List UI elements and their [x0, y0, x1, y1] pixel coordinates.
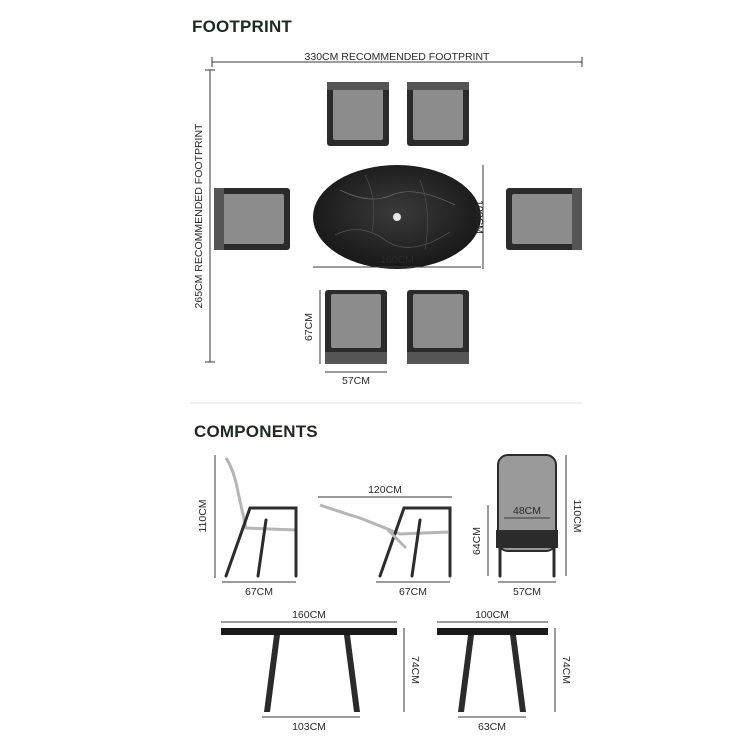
chair-reclined-depth-label: 67CM [398, 586, 428, 598]
chair-width-label: 57CM [341, 375, 371, 387]
chair-top-right [407, 82, 469, 146]
table-side-length-label: 160CM [292, 609, 326, 621]
chair-upright-height-label: 110CM [197, 499, 209, 533]
table-width-label: 100CM [473, 200, 485, 234]
chair-top-left [327, 82, 389, 146]
chair-depth-dimension [303, 290, 320, 364]
chair-upright-side-view [197, 455, 296, 598]
table-end-width-label: 100CM [475, 609, 509, 621]
chair-width-dimension [325, 372, 387, 387]
table-side-view [221, 609, 421, 733]
footprint-depth-dimension [193, 70, 215, 362]
table-length-label: 160CM [380, 254, 414, 266]
chair-depth-label: 67CM [303, 312, 315, 342]
chair-bottom-right [407, 290, 469, 364]
chair-front-seat-height-label: 64CM [471, 526, 483, 556]
table-side-base-label: 103CM [292, 721, 326, 733]
footprint-width-label: 330CM RECOMMENDED FOOTPRINT [304, 51, 490, 63]
components-heading: COMPONENTS [194, 422, 318, 441]
chair-reclined-length-label: 120CM [368, 484, 402, 496]
chair-reclined-side-view [318, 484, 452, 598]
table-width-dimension [473, 165, 485, 269]
table-end-height-label: 74CM [560, 655, 572, 685]
table-length-dimension [313, 254, 481, 267]
chair-front-width-label: 57CM [512, 586, 542, 598]
chair-upright-depth-label: 67CM [244, 586, 274, 598]
parasol-hole [393, 213, 401, 221]
table-side-height-label: 74CM [409, 655, 421, 685]
chair-front-height-label: 110CM [571, 499, 583, 533]
chair-right [506, 188, 582, 250]
table-end-view [437, 609, 572, 733]
chair-bottom-left [325, 290, 387, 364]
footprint-depth-label: 265CM RECOMMENDED FOOTPRINT [193, 123, 205, 309]
footprint-width-dimension [212, 51, 582, 67]
table-end-base-label: 63CM [477, 721, 507, 733]
chair-front-view [471, 455, 583, 598]
footprint-heading: FOOTPRINT [192, 17, 293, 36]
chair-left [214, 188, 290, 250]
chair-front-seat-width-label: 48CM [512, 505, 542, 517]
